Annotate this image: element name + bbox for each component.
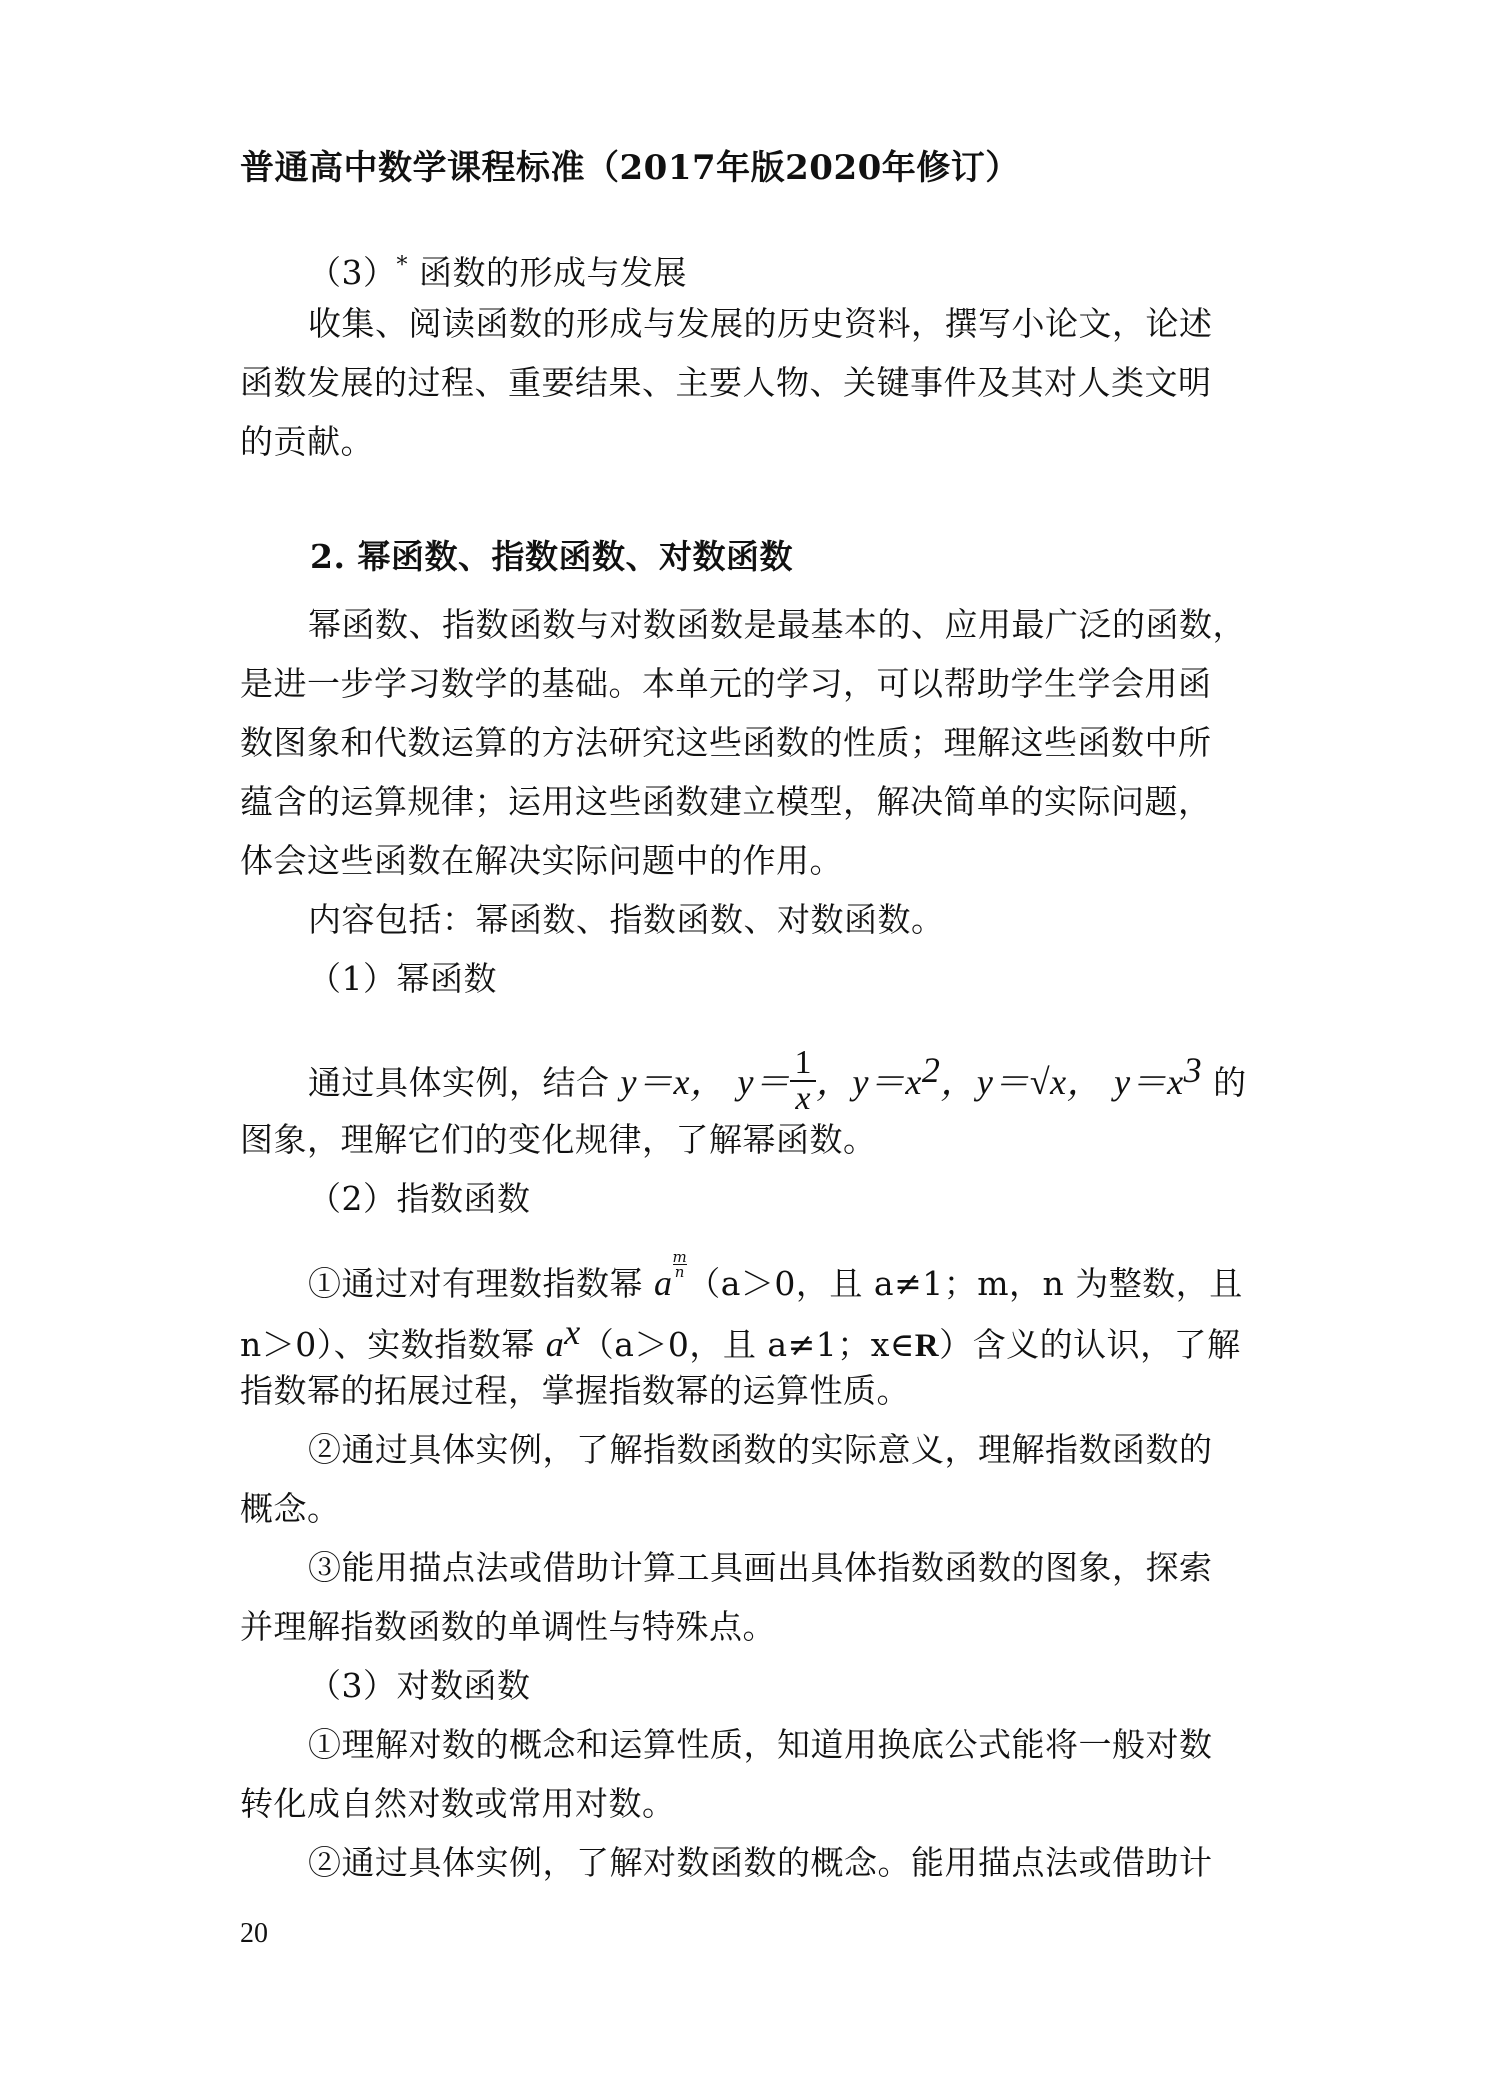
- text: （a＞0，且 a≠1；m，n 为整数，且: [687, 1264, 1243, 1303]
- paragraph-line: 转化成自然对数或常用对数。: [240, 1784, 676, 1823]
- paragraph-line: 的贡献。: [240, 422, 374, 461]
- equation-y-eq-x-cubed: y＝x: [1114, 1062, 1184, 1102]
- paragraph-line: 蕴含的运算规律；运用这些函数建立模型，解决简单的实际问题，: [240, 782, 1212, 821]
- exponent: 3: [1183, 1050, 1203, 1090]
- exp-item-1-line-1: [308, 1250, 1328, 1306]
- text: ）含义的认识，了解: [939, 1325, 1241, 1364]
- paragraph-line: 数图象和代数运算的方法研究这些函数的性质；理解这些函数中所: [240, 723, 1212, 762]
- power-base: a: [545, 1324, 565, 1364]
- fraction-denominator: x: [795, 1080, 811, 1117]
- section-3-title: [308, 244, 1328, 295]
- power-base: a: [654, 1263, 673, 1303]
- equation-y-eq-x-squared: ，y＝x: [815, 1062, 922, 1102]
- paragraph-line: 收集、阅读函数的形成与发展的历史资料，撰写小论文，论述: [308, 304, 1213, 343]
- paragraph-line: 函数发展的过程、重要结果、主要人物、关键事件及其对人类文明: [240, 363, 1212, 402]
- real-numbers-symbol: R: [914, 1328, 940, 1364]
- exponent-numerator: m: [672, 1248, 688, 1266]
- equation-y-eq-x: y＝x，: [620, 1062, 727, 1102]
- power-function-formula-line: [308, 1035, 1328, 1117]
- paragraph-line: ②通过具体实例，了解指数函数的实际意义，理解指数函数的: [308, 1430, 1213, 1469]
- paragraph-line: ①理解对数的概念和运算性质，知道用换底公式能将一般对数: [308, 1725, 1213, 1764]
- paragraph-line: 是进一步学习数学的基础。本单元的学习，可以帮助学生学会用函: [240, 664, 1212, 703]
- fraction-numerator: 1: [790, 1046, 816, 1082]
- content-includes: 内容包括：幂函数、指数函数、对数函数。: [308, 900, 945, 939]
- text: 的: [1213, 1063, 1247, 1102]
- equation-y-eq-sqrt-x: ，y＝√x，: [940, 1062, 1104, 1102]
- exponent: x: [564, 1312, 581, 1352]
- paragraph-line: ③能用描点法或借助计算工具画出具体指数函数的图象，探索: [308, 1548, 1213, 1587]
- running-header: 普通高中数学课程标准（2017年版2020年修订）: [240, 148, 1020, 188]
- optional-star: *: [396, 253, 408, 278]
- paragraph-line: 图象，理解它们的变化规律，了解幂函数。: [240, 1120, 877, 1159]
- text: n＞0）、实数指数幂: [240, 1325, 535, 1364]
- text: 通过具体实例，结合: [308, 1063, 610, 1102]
- exponential-function-title: （2）指数函数: [308, 1179, 531, 1218]
- logarithmic-function-title: （3）对数函数: [308, 1666, 531, 1705]
- exponent-denominator: n: [674, 1263, 685, 1281]
- section-3-text: 函数的形成与发展: [419, 253, 687, 292]
- exp-item-1-line-2: [240, 1310, 1260, 1368]
- rational-exponent: [673, 1250, 688, 1279]
- page-number: 20: [240, 1918, 268, 1949]
- text: ①通过对有理数指数幂: [308, 1264, 643, 1303]
- paragraph-line: 体会这些函数在解决实际问题中的作用。: [240, 841, 843, 880]
- power-function-title: （1）幂函数: [308, 959, 497, 998]
- equation-y-eq-frac-lhs: y＝: [737, 1062, 791, 1102]
- text: （a＞0，且 a≠1；x∈: [580, 1325, 915, 1364]
- paragraph-line: 并理解指数函数的单调性与特殊点。: [240, 1607, 776, 1646]
- section-3-prefix: （3）: [308, 253, 397, 292]
- exponent: 2: [921, 1050, 941, 1090]
- unit-2-title: 2. 幂函数、指数函数、对数函数: [310, 537, 793, 576]
- fraction-one-over-x: [790, 1046, 816, 1116]
- paragraph-line: ②通过具体实例，了解对数函数的概念。能用描点法或借助计: [308, 1843, 1213, 1882]
- paragraph-line: 概念。: [240, 1489, 341, 1528]
- paragraph-line: 幂函数、指数函数与对数函数是最基本的、应用最广泛的函数，: [308, 605, 1246, 644]
- paragraph-line: 指数幂的拓展过程，掌握指数幂的运算性质。: [240, 1371, 910, 1410]
